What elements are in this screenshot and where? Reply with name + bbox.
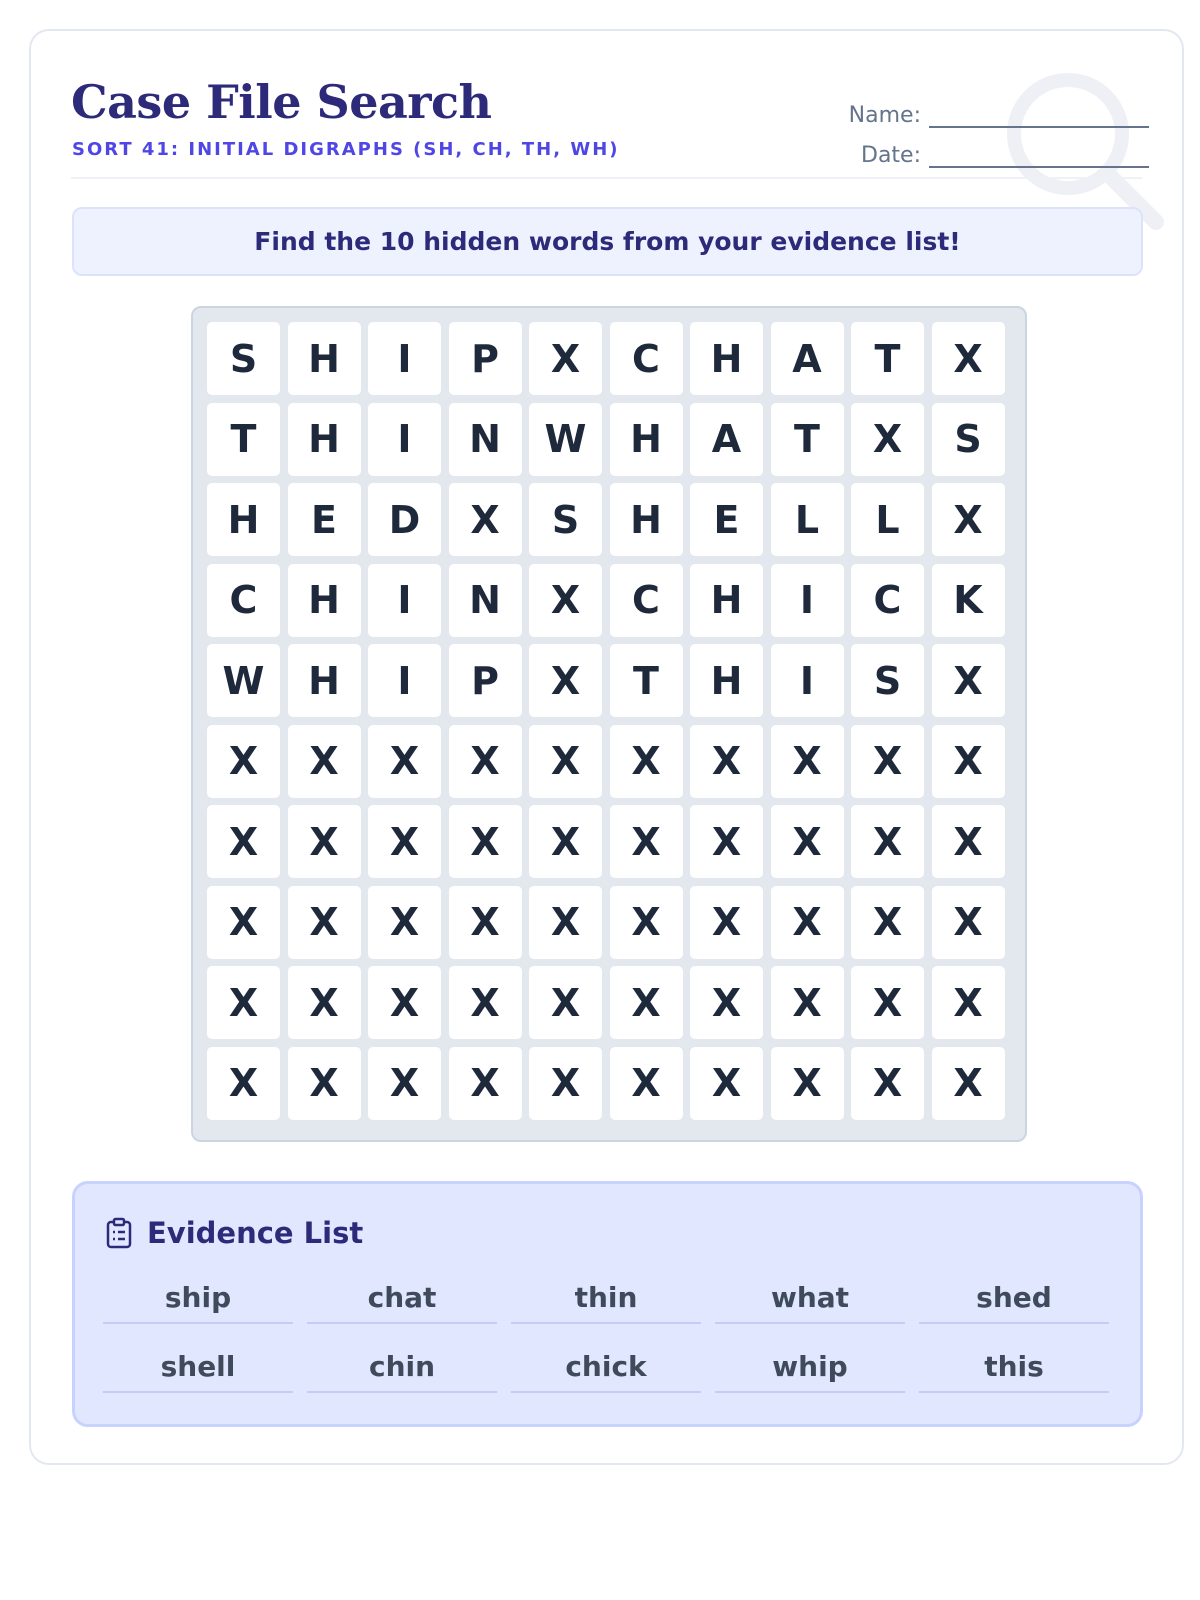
- letter-grid: [207, 322, 1011, 1126]
- grid-cell[interactable]: H: [610, 483, 683, 556]
- grid-cell[interactable]: X: [529, 886, 602, 959]
- grid-cell[interactable]: X: [771, 1047, 844, 1120]
- grid-cell[interactable]: X: [207, 805, 280, 878]
- grid-cell[interactable]: C: [207, 564, 280, 637]
- grid-cell[interactable]: X: [529, 725, 602, 798]
- name-field: [743, 103, 1173, 128]
- grid-cell[interactable]: X: [690, 725, 763, 798]
- grid-cell[interactable]: I: [368, 322, 441, 395]
- grid-cell[interactable]: X: [288, 886, 361, 959]
- grid-cell[interactable]: X: [207, 725, 280, 798]
- grid-cell[interactable]: C: [851, 564, 924, 637]
- grid-cell[interactable]: X: [690, 805, 763, 878]
- grid-cell[interactable]: W: [207, 644, 280, 717]
- grid-cell[interactable]: X: [932, 805, 1005, 878]
- grid-cell[interactable]: X: [771, 966, 844, 1039]
- evidence-word: what: [715, 1272, 905, 1324]
- grid-cell[interactable]: I: [368, 564, 441, 637]
- grid-cell[interactable]: X: [932, 725, 1005, 798]
- grid-cell[interactable]: X: [288, 725, 361, 798]
- grid-cell[interactable]: X: [932, 483, 1005, 556]
- grid-cell[interactable]: S: [207, 322, 280, 395]
- grid-cell[interactable]: K: [932, 564, 1005, 637]
- grid-cell[interactable]: X: [771, 886, 844, 959]
- date-label: Date:: [861, 143, 921, 168]
- evidence-list-title: Evidence List: [147, 1216, 364, 1250]
- name-label: Name:: [848, 103, 921, 128]
- grid-cell[interactable]: X: [932, 644, 1005, 717]
- grid-cell[interactable]: X: [851, 1047, 924, 1120]
- grid-cell[interactable]: E: [690, 483, 763, 556]
- grid-cell[interactable]: X: [449, 886, 522, 959]
- instruction-banner: [72, 207, 1143, 276]
- grid-cell[interactable]: X: [288, 966, 361, 1039]
- worksheet: [29, 29, 1184, 1465]
- grid-cell[interactable]: X: [368, 1047, 441, 1120]
- grid-cell[interactable]: X: [368, 805, 441, 878]
- grid-cell[interactable]: X: [449, 725, 522, 798]
- grid-cell[interactable]: E: [288, 483, 361, 556]
- grid-cell[interactable]: H: [690, 322, 763, 395]
- grid-cell[interactable]: H: [610, 403, 683, 476]
- grid-cell[interactable]: X: [288, 805, 361, 878]
- grid-cell[interactable]: X: [449, 805, 522, 878]
- grid-cell[interactable]: S: [932, 403, 1005, 476]
- grid-cell[interactable]: X: [207, 886, 280, 959]
- grid-cell[interactable]: S: [529, 483, 602, 556]
- grid-cell[interactable]: X: [610, 886, 683, 959]
- grid-cell[interactable]: L: [771, 483, 844, 556]
- grid-cell[interactable]: X: [932, 966, 1005, 1039]
- grid-cell[interactable]: A: [771, 322, 844, 395]
- grid-cell[interactable]: X: [610, 725, 683, 798]
- grid-cell[interactable]: X: [529, 966, 602, 1039]
- grid-cell[interactable]: C: [610, 322, 683, 395]
- grid-cell[interactable]: H: [288, 403, 361, 476]
- grid-cell[interactable]: P: [449, 644, 522, 717]
- grid-cell[interactable]: X: [529, 805, 602, 878]
- grid-cell[interactable]: X: [851, 966, 924, 1039]
- evidence-word: thin: [511, 1272, 701, 1324]
- grid-cell[interactable]: X: [610, 805, 683, 878]
- grid-cell[interactable]: P: [449, 322, 522, 395]
- grid-cell[interactable]: X: [932, 886, 1005, 959]
- grid-cell[interactable]: W: [529, 403, 602, 476]
- grid-cell[interactable]: X: [288, 1047, 361, 1120]
- grid-cell[interactable]: X: [771, 725, 844, 798]
- grid-cell[interactable]: X: [690, 966, 763, 1039]
- grid-cell[interactable]: X: [368, 725, 441, 798]
- grid-cell[interactable]: X: [851, 805, 924, 878]
- grid-cell[interactable]: X: [529, 1047, 602, 1120]
- grid-cell[interactable]: X: [449, 1047, 522, 1120]
- evidence-word: ship: [103, 1272, 293, 1324]
- grid-cell[interactable]: I: [771, 564, 844, 637]
- grid-cell[interactable]: T: [610, 644, 683, 717]
- grid-cell[interactable]: X: [449, 483, 522, 556]
- grid-cell[interactable]: X: [932, 322, 1005, 395]
- grid-cell[interactable]: X: [690, 886, 763, 959]
- grid-cell[interactable]: L: [851, 483, 924, 556]
- grid-cell[interactable]: S: [851, 644, 924, 717]
- grid-cell[interactable]: X: [207, 966, 280, 1039]
- grid-cell[interactable]: X: [529, 564, 602, 637]
- grid-cell[interactable]: X: [207, 1047, 280, 1120]
- grid-cell[interactable]: X: [690, 1047, 763, 1120]
- grid-cell[interactable]: H: [288, 644, 361, 717]
- grid-cell[interactable]: H: [207, 483, 280, 556]
- name-line[interactable]: [929, 108, 1149, 128]
- grid-cell[interactable]: H: [690, 644, 763, 717]
- grid-cell[interactable]: X: [529, 644, 602, 717]
- grid-cell[interactable]: X: [932, 1047, 1005, 1120]
- date-field: [743, 143, 1173, 168]
- evidence-word: chin: [307, 1341, 497, 1393]
- grid-cell[interactable]: X: [368, 886, 441, 959]
- grid-cell[interactable]: X: [368, 966, 441, 1039]
- grid-cell[interactable]: T: [207, 403, 280, 476]
- evidence-word: whip: [715, 1341, 905, 1393]
- page-title: Case File Search: [71, 75, 492, 129]
- grid-cell[interactable]: A: [690, 403, 763, 476]
- grid-cell[interactable]: X: [610, 1047, 683, 1120]
- evidence-list-panel: [72, 1181, 1143, 1427]
- evidence-word: shed: [919, 1272, 1109, 1324]
- grid-cell[interactable]: I: [368, 644, 441, 717]
- grid-cell[interactable]: N: [449, 403, 522, 476]
- evidence-word: chick: [511, 1341, 701, 1393]
- instruction-text: Find the 10 hidden words from your evidence list!: [254, 227, 961, 256]
- header-divider: [71, 177, 1142, 179]
- grid-cell[interactable]: X: [851, 725, 924, 798]
- grid-cell[interactable]: H: [288, 322, 361, 395]
- grid-cell[interactable]: D: [368, 483, 441, 556]
- grid-cell[interactable]: T: [851, 322, 924, 395]
- date-line[interactable]: [929, 148, 1149, 168]
- grid-cell[interactable]: X: [610, 966, 683, 1039]
- grid-cell[interactable]: I: [368, 403, 441, 476]
- grid-cell[interactable]: I: [771, 644, 844, 717]
- grid-cell[interactable]: X: [771, 805, 844, 878]
- grid-cell[interactable]: H: [288, 564, 361, 637]
- evidence-word: this: [919, 1341, 1109, 1393]
- grid-cell[interactable]: X: [851, 886, 924, 959]
- clipboard-icon: [105, 1217, 133, 1249]
- grid-cell[interactable]: X: [449, 966, 522, 1039]
- grid-cell[interactable]: H: [690, 564, 763, 637]
- page-subtitle: SORT 41: INITIAL DIGRAPHS (SH, CH, TH, WH): [72, 139, 620, 160]
- evidence-word: chat: [307, 1272, 497, 1324]
- grid-cell[interactable]: C: [610, 564, 683, 637]
- evidence-list-header: [105, 1216, 363, 1250]
- grid-cell[interactable]: N: [449, 564, 522, 637]
- word-search-grid: [191, 306, 1027, 1142]
- grid-cell[interactable]: X: [851, 403, 924, 476]
- evidence-word: shell: [103, 1341, 293, 1393]
- grid-cell[interactable]: X: [529, 322, 602, 395]
- grid-cell[interactable]: T: [771, 403, 844, 476]
